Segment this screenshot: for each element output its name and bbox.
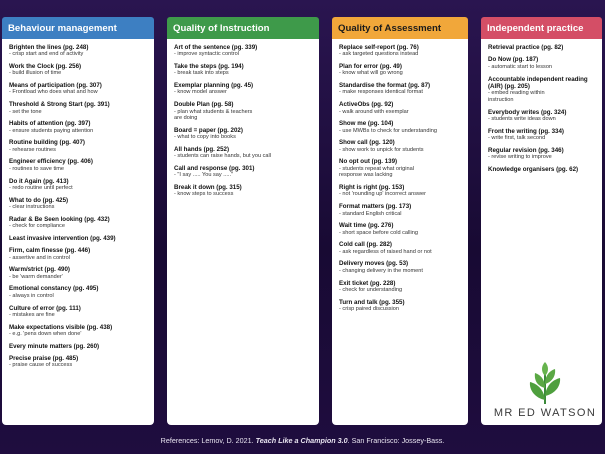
strategy-description: - e.g. 'pens down when done' xyxy=(9,330,82,337)
strategy-description: - show work to unpick for students xyxy=(339,146,424,153)
strategy-description: - standard English critical xyxy=(339,210,402,217)
strategy-item xyxy=(339,101,461,115)
strategy-item xyxy=(9,247,147,261)
strategy-title: Do Now (pg. 187) xyxy=(488,56,539,64)
strategy-description: - crisp start and end of activity xyxy=(9,51,84,58)
strategy-item xyxy=(9,158,147,172)
strategy-title: Art of the sentence (pg. 339) xyxy=(174,44,258,51)
strategy-description: - embed reading within xyxy=(488,90,545,97)
strategy-description: - plan what students & teachers xyxy=(174,108,253,115)
strategy-title: Front the writing (pg. 334) xyxy=(488,127,564,135)
strategy-title: Every minute matters (pg. 260) xyxy=(9,342,100,350)
strategy-title: Exemplar planning (pg. 45) xyxy=(174,82,254,90)
strategy-title: Regular revision (pg. 346) xyxy=(488,146,564,154)
strategy-title: Show me (pg. 104) xyxy=(339,120,394,128)
strategy-description: - know what will go wrong xyxy=(339,70,403,77)
strategy-item xyxy=(9,197,147,211)
strategy-title: Culture of error (pg. 111) xyxy=(9,304,81,312)
strategy-item xyxy=(9,216,147,230)
strategy-description: - changing delivery in the moment xyxy=(339,267,423,274)
strategy-title: Do it Again (pg. 413) xyxy=(9,177,69,185)
column-header xyxy=(167,17,319,39)
strategy-description: - know steps to success xyxy=(174,191,234,198)
strategy-description: - what to copy into books xyxy=(174,134,236,141)
strategy-description: - redo routine until perfect xyxy=(9,184,73,191)
strategy-item xyxy=(488,76,595,104)
strategy-title: Work the Clock (pg. 256) xyxy=(9,63,82,71)
strategy-description: - "I say ..... You say ....." xyxy=(174,172,234,179)
strategy-item xyxy=(174,44,312,58)
reference-prefix: References: Lemov, D. 2021. xyxy=(160,436,256,445)
strategy-description: - students can raise hands, but you call xyxy=(174,153,272,160)
column-title: Quality of Assessment xyxy=(338,22,442,34)
strategy-title: Accountable independent reading (AIR) (pg. 205) xyxy=(488,75,588,90)
strategy-description: response was lacking xyxy=(339,172,393,179)
strategy-description: - ask targeted questions instead xyxy=(339,51,419,58)
strategy-title: ActiveObs (pg. 92) xyxy=(339,101,394,109)
strategy-title: Format matters (pg. 173) xyxy=(339,203,412,211)
strategy-description: - crisp paired discussion xyxy=(339,305,400,312)
strategy-item xyxy=(339,299,461,313)
strategy-title: Means of participation (pg. 307) xyxy=(9,82,102,90)
strategy-item xyxy=(9,178,147,192)
column-header xyxy=(2,17,154,39)
strategy-title: Take the steps (pg. 194) xyxy=(174,63,244,71)
strategy-description: - routines to save time xyxy=(9,165,65,172)
strategy-title: Everybody writes (pg. 324) xyxy=(488,108,567,116)
strategy-title: Plan for error (pg. 49) xyxy=(339,63,402,71)
strategy-description: - use MWBs to check for understanding xyxy=(339,127,437,134)
column-title: Independent practice xyxy=(487,22,584,34)
strategy-item xyxy=(339,120,461,134)
strategy-title: Firm, calm finesse (pg. 446) xyxy=(9,247,91,255)
strategy-item xyxy=(339,139,461,153)
strategy-item xyxy=(339,260,461,274)
strategy-title: Retrieval practice (pg. 82) xyxy=(488,44,564,51)
strategy-description: - mistakes are fine xyxy=(9,311,55,318)
strategy-title: Replace self-report (pg. 76) xyxy=(339,44,419,51)
strategy-title: Board = paper (pg. 202) xyxy=(174,126,243,134)
strategy-title: What to do (pg. 425) xyxy=(9,196,69,204)
strategy-title: Right is right (pg. 153) xyxy=(339,184,405,192)
strategy-description: - write first, talk second xyxy=(488,134,546,141)
strategy-item xyxy=(174,165,312,179)
strategy-item xyxy=(339,280,461,294)
strategy-description: - short space before cold calling xyxy=(339,229,418,236)
column-header xyxy=(481,17,602,39)
strategy-item xyxy=(9,120,147,134)
strategy-item xyxy=(339,203,461,217)
strategy-description: - Frontload who does what and how xyxy=(9,89,98,96)
strategy-item xyxy=(339,184,461,198)
strategy-title: Least invasive intervention (pg. 439) xyxy=(9,234,116,242)
strategy-item xyxy=(174,101,312,121)
strategy-description: - walk around with exemplar xyxy=(339,108,409,115)
strategy-description: are doing xyxy=(174,115,198,122)
references-footer xyxy=(0,436,605,445)
column-title: Behaviour management xyxy=(8,22,117,34)
strategy-title: Routine building (pg. 407) xyxy=(9,139,85,147)
strategy-description: - rehearse routines xyxy=(9,146,56,153)
strategy-item xyxy=(174,127,312,141)
strategy-description: - revise writing to improve xyxy=(488,153,552,160)
strategy-description: - always in control xyxy=(9,292,54,299)
strategy-description: - be 'warm demander' xyxy=(9,273,63,280)
strategy-item xyxy=(339,63,461,77)
strategy-item xyxy=(488,166,595,173)
strategy-title: No opt out (pg. 139) xyxy=(339,158,398,166)
strategy-item xyxy=(339,241,461,255)
column-header xyxy=(332,17,468,39)
strategy-title: Call and response (pg. 301) xyxy=(174,165,255,173)
strategy-title: Turn and talk (pg. 355) xyxy=(339,298,405,306)
strategy-title: Delivery moves (pg. 53) xyxy=(339,260,409,268)
strategy-item xyxy=(339,222,461,236)
strategy-description: instruction xyxy=(488,96,514,103)
strategy-item xyxy=(174,184,312,198)
strategy-title: Threshold & Strong Start (pg. 391) xyxy=(9,101,110,109)
strategy-description: - students write ideas down xyxy=(488,115,556,122)
strategy-title: Show call (pg. 120) xyxy=(339,139,395,147)
strategy-item xyxy=(9,324,147,338)
strategy-title: Emotional constancy (pg. 495) xyxy=(9,285,99,293)
strategy-description: - ensure students paying attention xyxy=(9,127,94,134)
strategy-item xyxy=(9,63,147,77)
column-body xyxy=(167,39,319,425)
logo xyxy=(489,360,601,426)
strategy-title: Radar & Be Seen looking (pg. 432) xyxy=(9,215,110,223)
column-quality-of-assessment xyxy=(332,17,468,425)
strategy-item xyxy=(9,101,147,115)
strategy-title: Make expectations visible (pg. 438) xyxy=(9,323,113,331)
strategy-description: - not 'rounding up' incorrect answer xyxy=(339,191,427,198)
strategy-item xyxy=(9,82,147,96)
strategy-description: - improve syntactic control xyxy=(174,51,239,58)
strategy-item xyxy=(174,63,312,77)
strategy-item xyxy=(488,109,595,123)
strategy-item xyxy=(174,146,312,160)
strategy-description: - students repeat what original xyxy=(339,165,414,172)
column-behaviour-management xyxy=(2,17,154,425)
column-quality-of-instruction xyxy=(167,17,319,425)
strategy-item xyxy=(9,44,147,58)
strategy-title: Precise praise (pg. 485) xyxy=(9,355,79,363)
reference-suffix: . San Francisco: Jossey-Bass. xyxy=(347,436,445,445)
strategy-title: Double Plan (pg. 58) xyxy=(174,101,234,109)
plant-sprout-icon xyxy=(489,360,601,406)
strategy-description: - clear instructions xyxy=(9,203,55,210)
strategy-title: Standardise the format (pg. 87) xyxy=(339,82,431,90)
strategy-title: Knowledge organisers (pg. 62) xyxy=(488,165,579,173)
column-body xyxy=(332,39,468,425)
strategy-item xyxy=(9,305,147,319)
logo-text: MR ED WATSON xyxy=(493,407,597,419)
strategy-description: - know model answer xyxy=(174,89,227,96)
strategy-description: - praise cause of success xyxy=(9,362,73,369)
strategy-title: All hands (pg. 252) xyxy=(174,145,230,153)
strategy-item xyxy=(9,139,147,153)
strategy-title: Wait time (pg. 276) xyxy=(339,222,394,230)
column-body xyxy=(2,39,154,425)
strategy-description: - check for compliance xyxy=(9,223,65,229)
strategy-item xyxy=(339,82,461,96)
strategy-item xyxy=(488,147,595,161)
column-title: Quality of Instruction xyxy=(173,22,270,34)
strategy-title: Break it down (pg. 315) xyxy=(174,184,242,192)
strategy-description: - ask regardless of raised hand or not xyxy=(339,248,432,255)
strategy-item xyxy=(174,82,312,96)
strategy-item xyxy=(9,343,147,350)
strategy-title: Cold call (pg. 282) xyxy=(339,241,392,249)
strategy-title: Exit ticket (pg. 228) xyxy=(339,279,396,287)
strategy-item xyxy=(339,44,461,58)
strategy-description: - automatic start to lesson xyxy=(488,63,553,70)
strategy-description: - build illusion of time xyxy=(9,70,62,77)
strategy-item xyxy=(9,266,147,280)
reference-book-title: Teach Like a Champion 3.0 xyxy=(255,436,348,445)
strategy-title: Brighten the lines (pg. 248) xyxy=(9,44,89,51)
strategy-description: - check for understanding xyxy=(339,286,403,293)
strategy-item xyxy=(9,285,147,299)
strategy-item xyxy=(488,56,595,70)
strategy-title: Engineer efficiency (pg. 406) xyxy=(9,158,93,166)
strategy-description: - break task into steps xyxy=(174,70,229,77)
strategy-item xyxy=(339,158,461,178)
strategy-item xyxy=(9,235,147,242)
strategy-description: - set the tone xyxy=(9,108,42,115)
strategy-item xyxy=(488,128,595,142)
strategy-item xyxy=(9,355,147,369)
strategy-description: - make responses identical format xyxy=(339,89,423,96)
strategy-title: Warm/strict (pg. 490) xyxy=(9,266,70,274)
strategy-description: - assertive and in control xyxy=(9,254,70,261)
strategy-title: Habits of attention (pg. 397) xyxy=(9,120,91,128)
strategy-item xyxy=(488,44,595,51)
